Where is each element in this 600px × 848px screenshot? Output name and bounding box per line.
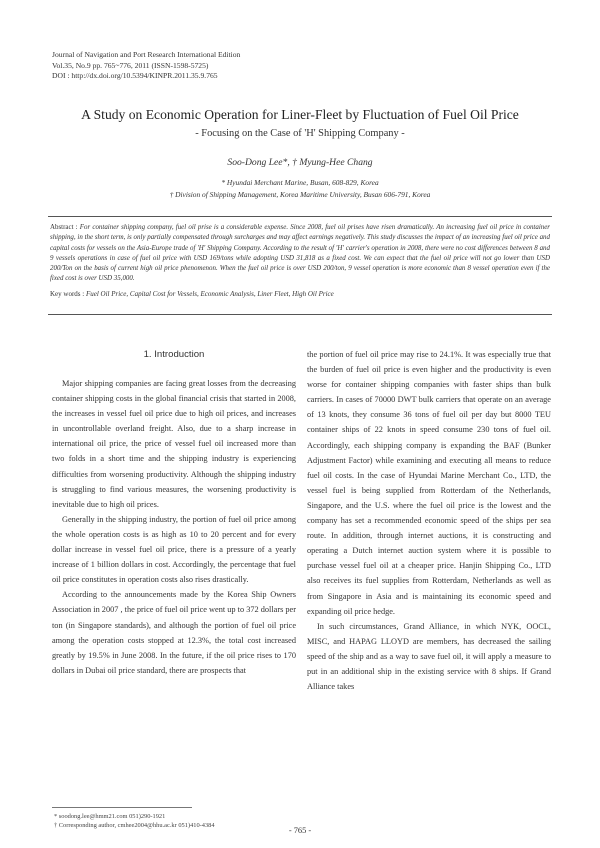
paragraph: According to the announcements made by the Korea Ship Owners Association in 2007 , the price of fuel oil price went up to 372 dollars per ton (in Singapore standards), and although the portion of fuel oil price among the operation costs stopped at 12.3%, the total cost increased greatly by 19.5% in June 2008. In the future, if the oil price rises to 170 dollars in Dubai oil price standard, there are prospects that (52, 590, 296, 675)
paragraph: In such circumstances, Grand Alliance, in which NYK, OOCL, MISC, and HAPAG LLOYD are members, has decreased the sailing speed of the ship and as a way to save fuel oil, it will apply a measure to put in an additional ship in the existing service with 8 ships. If Grand Alliance takes (307, 621, 551, 692)
left-column (52, 376, 296, 678)
affiliation-1: * Hyundai Merchant Marine, Busan, 608-829, Korea (221, 178, 379, 187)
section-heading: 1. Introduction (143, 349, 205, 360)
affiliation-2: † Division of Shipping Management, Korea Maritime University, Busan 606-791, Korea (169, 190, 431, 199)
abstract (50, 222, 550, 284)
keywords (50, 290, 550, 298)
abstract-top-rule (48, 216, 552, 217)
paragraph: Generally in the shipping industry, the portion of fuel oil price among the whole operation costs is as high as 10 to 20 percent and for every dollar increase in vessel fuel oil price, there is a pressure of a yearly increase of 1 billion dollars in cost. Accordingly, the percentage that fuel oil price constitutes in operation costs also rises drastically. (52, 514, 296, 585)
right-column (307, 347, 551, 694)
journal-doi: DOI : http://dx.doi.org/10.5394/KINPR.2011.35.9.765 (52, 71, 218, 80)
journal-name: Journal of Navigation and Port Research International Edition (52, 50, 241, 59)
abstract-bottom-rule (48, 314, 552, 315)
paper-title: A Study on Economic Operation for Liner-Fleet by Fluctuation of Fuel Oil Price (81, 107, 519, 122)
paragraph: Major shipping companies are facing great losses from the decreasing container shipping costs in the global financial crisis that started in 2008, the increases in vessel fuel oil price due to high oil prices, and increases in uncontrollable overland freight. Also, due to a sharp increase in international oil price, the price of vessel fuel oil increased more than two folds in a short time and the shipping industry is experiencing difficulties from worsening productivity. Although the shipping industry is struggling to find various measures, the worsening productivity is inevitable due to high oil prices. (52, 379, 296, 509)
keywords-text: Fuel Oil Price, Capital Cost for Vessels, Economic Analysis, Liner Fleet, High Oil Price (85, 290, 334, 298)
footnote-1: * soodong.lee@hmm21.com 051)290-1921 (54, 813, 166, 820)
keywords-label: Key words : (50, 290, 86, 298)
abstract-label: Abstract : (50, 223, 80, 231)
journal-info (52, 50, 240, 82)
page-number: - 765 - (288, 826, 312, 835)
paragraph: the portion of fuel oil price may rise to 24.1%. It was especially true that the burden of fuel oil price is even higher and the productivity is even worse for container shipping companies with faster ships than bulk carriers. In cases of 70000 DWT bulk carriers that operate on an average of 13 knots, they consume 36 tons of fuel oil per day but 8000 TEU container ships of 22 knots in speed consume 230 tons of fuel oil. Accordingly, each shipping company is expanding the BAF (Bunker Adjustment Factor) while examining and executing all means to reduce fuel oil costs. In the case of Hyundai Marine Merchant Co., LTD, the vessel fuel is being supplied from Rotterdam of the Netherlands, Singapore, and the U.S. where the fuel oil price is the lowest and the company has set a recommended economic speed of the ships per sea route. In addition, through internet auctions, it is constructing and operating a Dutch internet auction system where it is possible to purchase vessel fuel oil at a cheaper price. Hanjin Shipping Co., LTD also receives its fuel supplies from Rotterdam, Netherlands as well as from Singapore in Asia and is maintaining its economic speed and expanding oil price hedge. (307, 350, 551, 616)
abstract-text: For container shipping company, fuel oil prise is a considerable expense. Since 2008, fuel oil prises have risen dramatically. An increasing fuel oil price in container shipping, in the short term, is only partially compensated through surcharges and may affect earnings negatively. This study discusses the impact of an increasing fuel oil price and capital costs for vessels on the Asia-Europe trade of 'H' Shipping Company. According to the result of 'H' carrier's operation in 2008, there were no cost differences between 8 and 9 vessels operations in case of fuel oil price with USD 169/tons while adopting USD 31,818 as a fixed cost. We can expect that the fuel oil price will not go lower than USD 200/Ton on the basis of current high oil price phenomenon. When the fuel oil price is over USD 200/ton, 9 vessel operation is more economic than 8 vessel operation even if the fixed cost is over USD 35,000. (50, 223, 551, 283)
paper-subtitle: - Focusing on the Case of 'H' Shipping Company - (195, 128, 405, 139)
footnote-rule (52, 807, 192, 808)
author-list: Soo-Dong Lee*, † Myung-Hee Chang (227, 157, 373, 168)
journal-volume: Vol.35, No.9 pp. 765~776, 2011 (ISSN-1598-5725) (52, 60, 209, 70)
footnote-2: † Corresponding author, cmhee2004@hhu.ac.kr 051)410-4384 (54, 822, 215, 829)
